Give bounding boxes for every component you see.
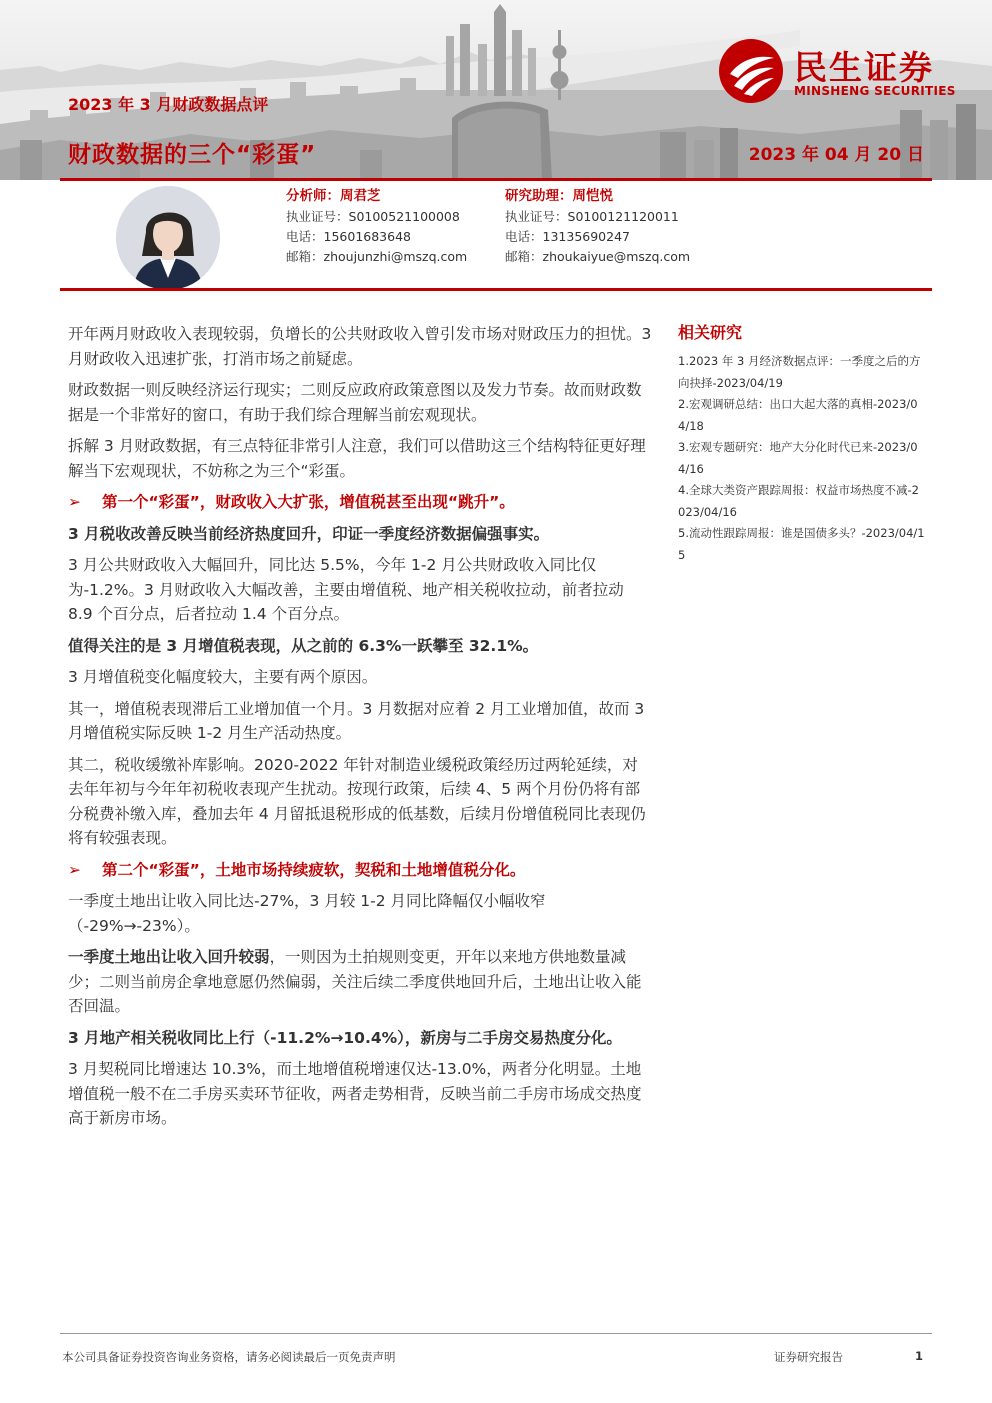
analyst-photo	[116, 186, 220, 290]
analyst-card-assistant	[505, 186, 690, 267]
related-research-item[interactable]: 5.流动性跟踪周报：谁是国债多头？-2023/04/15	[678, 526, 925, 562]
paragraph: 3 月增值税变化幅度较大，主要有两个原因。	[68, 668, 378, 686]
paragraph: 一季度土地出让收入同比达-27%，3 月较 1-2 月同比降幅仅小幅收窄（-29%→-23%）。	[68, 892, 546, 935]
analyst-phone: 电话：15601683648	[286, 229, 411, 244]
minsheng-logo	[718, 38, 968, 104]
analyst-email[interactable]: 邮箱：zhoujunzhi@mszq.com	[286, 249, 468, 264]
section-heading-second-easter-egg: ➢ 第二个“彩蛋”，土地市场持续疲软，契税和土地增值税分化。	[68, 858, 652, 883]
analyst-cert: 执业证号：S0100521100008	[286, 209, 460, 224]
paragraph: 开年两月财政收入表现较弱，负增长的公共财政收入曾引发市场对财政压力的担忧。3 月财政收入迅速扩张，打消市场之前疑虑。	[68, 325, 652, 368]
analyst-portrait-icon	[116, 186, 220, 290]
bold-subheading: 3 月地产相关税收同比上行（-11.2%→10.4%），新房与二手房交易热度分化。	[68, 1028, 622, 1047]
analyst-name: 分析师：周君芝	[286, 188, 381, 204]
bold-lead: 一季度土地出让收入回升较弱	[68, 948, 270, 966]
paragraph: 3 月契税同比增速达 10.3%，而土地增值税增速仅达-13.0%，两者分化明显。土地增值税一般不在二手房买卖环节征收，两者走势相背，反映当前二手房市场成交热度高于新房市场。	[68, 1060, 642, 1127]
assistant-cert: 执业证号：S0100121120011	[505, 209, 679, 224]
paragraph: 拆解 3 月财政数据，有三点特征非常引人注意，我们可以借助这三个结构特征更好理解当下宏观现状，不妨称之为三个“彩蛋。	[68, 437, 646, 480]
paragraph: 一季度土地出让收入回升较弱，一则因为土拍规则变更，开年以来地方供地数量减少；二则当前房企拿地意愿仍然偏弱，关注后续二季度供地回升后，土地出让收入能否回温。	[68, 948, 642, 1015]
report-body	[68, 322, 652, 1138]
related-research-item[interactable]: 4.全球大类资产跟踪周报：权益市场热度不减-2023/04/16	[678, 483, 919, 519]
report-date: 2023 年 04 月 20 日	[748, 145, 924, 165]
paragraph: 3 月公共财政收入大幅回升，同比达 5.5%，今年 1-2 月公共财政收入同比仅为-1.2%。3 月财政收入大幅改善，主要由增值税、地产相关税收拉动，前者拉动 8.9 个百分点，后者拉动 1.4 个百分点。	[68, 556, 624, 623]
arrow-bullet-icon: ➢	[68, 860, 81, 879]
related-research-title: 相关研究	[678, 323, 743, 342]
arrow-bullet-icon: ➢	[68, 493, 81, 511]
report-series: 2023 年 3 月财政数据点评	[68, 95, 269, 114]
paragraph: 财政数据一则反映经济运行现实；二则反应政府政策意图以及发力节奏。故而财政数据是一个非常好的窗口，有助于我们综合理解当前宏观现状。	[68, 381, 642, 424]
section-divider	[60, 288, 932, 291]
section-heading-first-easter-egg: ➢ 第一个“彩蛋”，财政收入大扩张，增值税甚至出现“跳升”。	[68, 490, 652, 515]
header-banner	[0, 0, 992, 180]
report-title: 财政数据的三个“彩蛋”	[68, 142, 317, 168]
related-research	[678, 320, 926, 566]
logo-english-name: MINSHENG SECURITIES	[794, 84, 956, 98]
page-number: 1	[915, 1349, 924, 1363]
paragraph: 其一，增值税表现滞后工业增加值一个月。3 月数据对应着 2 月工业增加值，故而 3 月增值税实际反映 1-2 月生产活动热度。	[68, 699, 645, 742]
analyst-card-primary	[286, 186, 467, 267]
footer-report-type: 证券研究报告	[774, 1350, 843, 1364]
minsheng-logo-icon	[718, 38, 784, 104]
assistant-email[interactable]: 邮箱：zhoukaiyue@mszq.com	[505, 249, 691, 264]
footer-divider	[60, 1333, 932, 1334]
assistant-name: 研究助理：周恺悦	[505, 188, 613, 204]
assistant-phone: 电话：13135690247	[505, 229, 630, 244]
related-research-item[interactable]: 1.2023 年 3 月经济数据点评：一季度之后的方向抉择-2023/04/19	[678, 354, 921, 390]
footer-disclaimer: 本公司具备证券投资咨询业务资格，请务必阅读最后一页免责声明	[62, 1350, 396, 1364]
bold-subheading: 3 月税收改善反映当前经济热度回升，印证一季度经济数据偏强事实。	[68, 524, 550, 543]
related-research-item[interactable]: 2.宏观调研总结：出口大起大落的真相-2023/04/18	[678, 397, 918, 433]
paragraph: 其二，税收缓缴补库影响。2020-2022 年针对制造业缓税政策经历过两轮延续，对去年年初与今年年初税收表现产生扰动。按现行政策，后续 4、5 两个月份仍将有部分税费补缴入库，叠加去年 4 月留抵退税形成的低基数，后续月份增值税同比表现仍将有较强表现。	[68, 755, 646, 847]
header-divider	[60, 178, 932, 181]
related-research-item[interactable]: 3.宏观专题研究：地产大分化时代已来-2023/04/16	[678, 440, 918, 476]
bold-subheading: 值得关注的是 3 月增值税表现，从之前的 6.3%一跃攀至 32.1%。	[68, 636, 539, 655]
logo-chinese-name: 民生证券	[794, 48, 934, 87]
